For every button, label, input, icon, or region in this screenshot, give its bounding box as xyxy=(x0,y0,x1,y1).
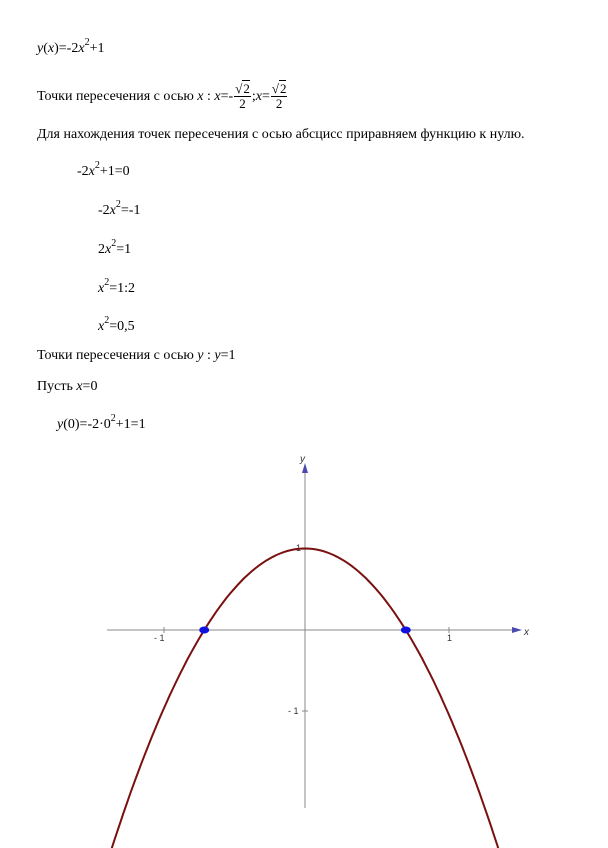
axis-name: y xyxy=(197,348,204,363)
rest: =0,5 xyxy=(109,319,135,334)
func-name: y xyxy=(37,41,44,56)
coef: -2 xyxy=(77,164,89,179)
root-point-left xyxy=(199,627,209,634)
func-name: y xyxy=(57,417,64,432)
let-label: Пусть xyxy=(37,379,77,394)
exponent: 2 xyxy=(115,199,121,210)
var: y xyxy=(214,348,221,363)
function-definition: $y(x)=-2x^2+1$ xyxy=(37,37,105,56)
func-arg: x xyxy=(47,41,55,56)
sqrt-symbol: √ xyxy=(235,81,243,97)
expr-b: +1=1 xyxy=(115,417,146,432)
var: x xyxy=(255,89,262,104)
rest: =1 xyxy=(116,242,132,257)
denominator: 2 xyxy=(275,96,283,112)
explanation-text: Для нахождения точек пересечения с осью абсцисс приравняем функцию к нулю. xyxy=(37,127,525,142)
y-tick-pos-label: 1 xyxy=(296,543,302,553)
value: =0 xyxy=(82,379,98,394)
var: x xyxy=(105,242,112,257)
y-intersections-label: Точки пересечения с осью xyxy=(37,348,198,363)
var: x xyxy=(214,89,221,104)
y-tick-neg-label: - 1 xyxy=(288,706,299,716)
colon: : xyxy=(203,89,215,104)
y-axis-label: y xyxy=(300,454,305,465)
equals-neg: =- xyxy=(220,89,234,104)
var: x xyxy=(98,281,105,296)
x-axis-arrow xyxy=(512,627,522,633)
sqrt-symbol: √ xyxy=(271,81,279,97)
equals: = xyxy=(261,89,270,104)
coef: -2 xyxy=(98,203,110,218)
coef: =-2 xyxy=(58,41,79,56)
x-tick-neg-label: - 1 xyxy=(154,633,165,643)
exponent: 2 xyxy=(94,160,100,171)
x-tick-pos-label: 1 xyxy=(447,633,453,643)
coef: 2 xyxy=(98,242,105,257)
exponent: 2 xyxy=(104,315,110,326)
expr-a: =-2·0 xyxy=(79,417,111,432)
var: x xyxy=(78,41,85,56)
var: x xyxy=(98,319,105,334)
root-point-right xyxy=(401,627,411,634)
x-axis-label: x xyxy=(524,627,529,638)
exponent: 2 xyxy=(111,238,117,249)
constant: +1 xyxy=(89,41,105,56)
arg: (0) xyxy=(63,417,80,432)
rest: =1:2 xyxy=(109,281,136,296)
exponent: 2 xyxy=(110,413,116,424)
denominator: 2 xyxy=(239,96,246,112)
rest: +1=0 xyxy=(99,164,130,179)
separator: ; xyxy=(251,89,256,104)
var: x xyxy=(109,203,116,218)
radicand: 2 xyxy=(243,81,250,97)
exponent: 2 xyxy=(84,37,90,48)
colon: : xyxy=(203,348,215,363)
var: x xyxy=(76,379,83,394)
rest: =-1 xyxy=(120,203,141,218)
value: =1 xyxy=(220,348,236,363)
axis-name: x xyxy=(197,89,204,104)
radicand: 2 xyxy=(279,81,287,97)
exponent: 2 xyxy=(104,277,110,288)
var: x xyxy=(88,164,95,179)
x-intersections-label: Точки пересечения с осью xyxy=(37,89,198,104)
